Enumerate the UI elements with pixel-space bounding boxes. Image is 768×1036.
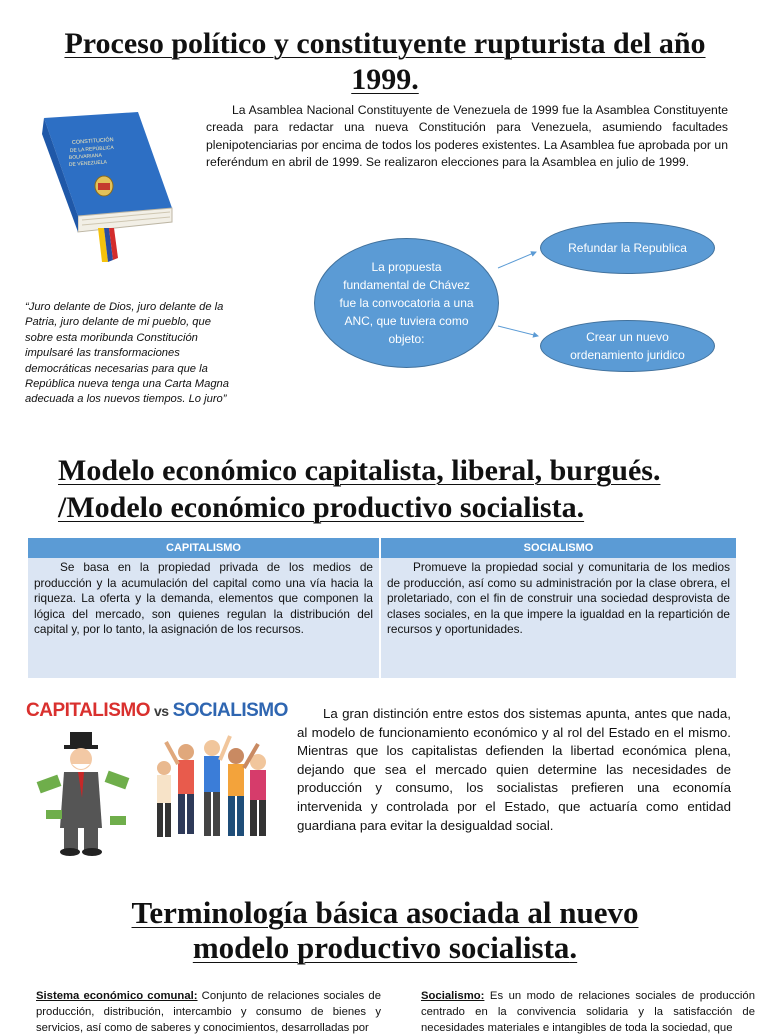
term-sistema-economico-comunal: Sistema económico comunal:: [36, 990, 198, 1002]
intro-paragraph: [206, 102, 728, 171]
chavez-quote: “Juro delante de Dios, juro delante de la Patria, juro delante de mi pueblo, que sobre esta moribunda Constitución impulsaré las transformaciones democráticas necesarias para que la República nueva tenga una Carta Magna adecuada a los nuevos tiempos. Lo juro”: [25, 301, 230, 406]
header-capitalismo: CAPITALISMO: [28, 538, 380, 558]
diagram-top-text: Refundar la Republica: [568, 241, 687, 255]
table-header-row: [28, 538, 737, 558]
graphic-vs-label: vs: [153, 703, 169, 719]
graphic-title: [26, 700, 288, 722]
capitalismo-vs-socialismo-graphic: [26, 700, 288, 860]
graphic-socialismo-label: SOCIALISMO: [172, 700, 288, 721]
diagram-top-bubble: [540, 222, 715, 274]
cell-capitalismo: [28, 558, 380, 678]
header-socialismo: SOCIALISMO: [380, 538, 737, 558]
diagram-main-text: La propuesta fundamental de Chávez fue la convocatoria a una ANC, que tuviera como objeto:: [339, 260, 474, 346]
book-cover-text: CONSTITUCIÓN: [71, 137, 114, 146]
capitalist-icon: [37, 732, 130, 856]
section-3-title-dot: .: [569, 930, 578, 965]
section-2-title-line1: Modelo económico capitalista, liberal, burgués.: [58, 454, 661, 487]
cell-capitalismo-text: Se basa en la propiedad privada de los medios de producción y la acumulación del capital como una vía hacia la riqueza. La oferta y la demanda, elementos que componen la lógica del mercado, son quienes regulan la distribución del capital y, por lo tanto, la asignación de los recursos.: [34, 560, 373, 637]
distinction-paragraph: [297, 705, 731, 835]
diagram-main-bubble: [314, 238, 499, 368]
section-3-title: [90, 895, 680, 965]
distinction-text: La gran distinción entre estos dos sistemas apunta, antes que nada, al modelo de funcionamiento económico y al rol del Estado en el mismo. Mientras que los capitalistas defienden la libertad económica plena, dejando que sea el mercado quien determine las necesidades de producción y consumo, los socialistas prefieren una economía intervenida y controlada por el Estado, que actuaría como entidad guardiana para evitar la desigualdad social.: [297, 706, 731, 833]
cell-socialismo: [380, 558, 737, 678]
section-1-title: Proceso político y constituyente rupturista del año 1999.: [64, 27, 706, 96]
definition-left-text: Conjunto de relaciones sociales de producción, distribución, intercambio y consumo de bienes y servicios, así como de saberes y conocimientos, desarrolladas por: [36, 990, 382, 1034]
arrow-to-bottom: [498, 326, 538, 336]
section-2-title-line2: /Modelo económico productivo socialista.: [58, 491, 585, 524]
definition-socialismo: [421, 988, 755, 1036]
section-2-title: [58, 452, 738, 526]
comparison-table: [28, 538, 738, 678]
constitution-book-image: [38, 110, 178, 270]
arrow-to-top: [498, 252, 536, 268]
svg-text:DE VENEZUELA: DE VENEZUELA: [68, 159, 108, 168]
diagram-bottom-text: Crear un nuevo ordenamiento juridico: [570, 330, 685, 362]
definition-right-text: Es un modo de relaciones sociales de producción centrado en la convivencia solidaria y la satisfacción de necesidades materiales e intangibles de toda la sociedad, que: [421, 990, 755, 1034]
diagram-bottom-bubble: [540, 320, 715, 372]
term-socialismo: Socialismo:: [421, 990, 485, 1002]
capitalist-and-crowd-illustration: [26, 728, 281, 858]
intro-text: La Asamblea Nacional Constituyente de Venezuela de 1999 fue la Asamblea Constituyente creada para redactar una nueva Constitución para Venezuela, asumiendo facultades plenipotenciarias por encima de todos los poderes existentes. La Asamblea fue aprobada por un referéndum en abril de 1999. Se realizaron elecciones para la Asamblea en julio de 1999.: [206, 103, 728, 169]
svg-text:DE LA REPÚBLICA: DE LA REPÚBLICA: [69, 144, 114, 154]
section-3-title-text: Terminología básica asociada al nuevo modelo productivo socialista: [131, 895, 639, 965]
cell-socialismo-text: Promueve la propiedad social y comunitaria de los medios de producción, así como su administración por la clase obrera, el proletariado, con el fin de construir una sociedad desprovista de clases sociales, en la que impere la igualdad en la repartición de recursos y oportunidades.: [387, 560, 730, 637]
svg-text:BOLIVARIANA: BOLIVARIANA: [68, 152, 103, 161]
table-row: [28, 558, 737, 678]
diagram-arrows: [496, 246, 546, 346]
crowd-icon: [157, 736, 266, 837]
graphic-capitalismo-label: CAPITALISMO: [26, 700, 150, 721]
definition-sistema-economico-comunal: [36, 988, 381, 1036]
